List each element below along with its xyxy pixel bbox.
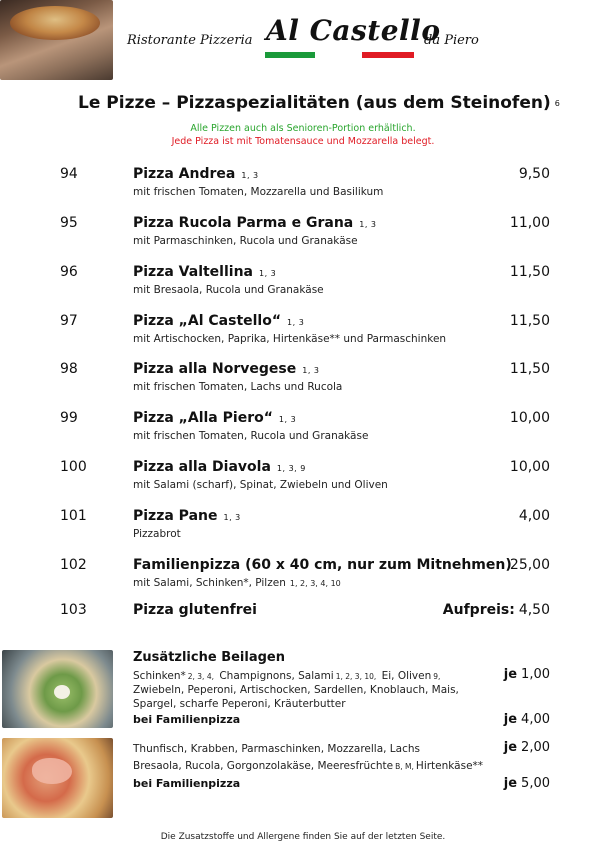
extras-title: Zusätzliche Beilagen	[133, 650, 285, 665]
extras-price-1	[504, 667, 550, 682]
item-name	[133, 215, 377, 231]
item-description-text: mit Artischocken, Paprika, Hirtenkäse** und Parmaschinken	[133, 333, 447, 345]
item-number: 99	[60, 410, 78, 426]
item-number: 97	[60, 313, 78, 329]
senior-portion-note: Alle Pizzen auch als Senioren-Portion erhältlich.	[190, 123, 416, 134]
extras-family-label-1: bei Familienpizza	[133, 713, 241, 726]
item-price-value: 25,00	[509, 557, 550, 573]
item-number: 98	[60, 361, 78, 377]
extra-ham: Schinken*	[133, 670, 186, 682]
item-description-text: mit frischen Tomaten, Mozzarella und Basilikum	[133, 186, 384, 198]
item-name	[133, 410, 296, 426]
extra-seafood-allergens: B, M,	[395, 762, 414, 771]
item-allergens: 1, 3	[278, 415, 297, 424]
item-description-text: Pizzabrot	[133, 528, 181, 540]
extras-price-2	[504, 740, 550, 755]
item-description	[133, 333, 446, 345]
menu-item	[0, 557, 606, 597]
item-allergens: 1, 3	[259, 269, 277, 278]
item-description	[133, 430, 368, 442]
item-name-text: Pizza Andrea	[133, 166, 236, 182]
item-price-value: 10,00	[509, 459, 550, 475]
item-name-text: Pizza Pane	[133, 508, 218, 524]
item-description-text: mit Salami, Schinken*, Pilzen	[133, 577, 286, 589]
item-description	[133, 235, 358, 247]
menu-item	[0, 361, 606, 401]
item-name	[133, 313, 304, 329]
menu-item	[0, 508, 606, 548]
extras-line-1	[133, 669, 442, 684]
item-price-value: 11,50	[509, 313, 550, 329]
item-number: 102	[60, 557, 87, 573]
extras-price-1-prefix: je	[503, 667, 518, 682]
extras-family-price-2-prefix: je	[503, 776, 518, 791]
item-description	[133, 577, 341, 589]
item-price-value: 11,00	[509, 215, 550, 231]
extra-olives-allergens: 9,	[433, 672, 441, 681]
menu-item	[0, 459, 606, 499]
item-number: 103	[60, 602, 87, 618]
item-price	[519, 166, 550, 182]
extra-mushrooms-salami: Champignons, Salami	[219, 670, 334, 682]
extra-egg-olives: Ei, Oliven	[381, 670, 432, 682]
topping-note: Jede Pizza ist mit Tomatensauce und Mozzarella belegt.	[171, 136, 435, 147]
item-price	[519, 508, 550, 524]
item-name	[133, 508, 241, 524]
item-description-text: mit frischen Tomaten, Lachs und Rucola	[133, 381, 343, 393]
extras-price-2-value: 2,00	[521, 740, 550, 755]
extras-family-price-1-value: 4,00	[521, 712, 550, 727]
item-allergens: 1, 3	[287, 318, 305, 327]
menu-item	[0, 215, 606, 255]
item-number: 94	[60, 166, 78, 182]
item-description	[133, 528, 181, 540]
extras-family-price-2-value: 5,00	[521, 776, 550, 791]
item-number: 100	[60, 459, 87, 475]
menu-item	[0, 410, 606, 450]
item-price	[510, 410, 550, 426]
pizza-photo-ham	[2, 738, 113, 818]
item-name	[133, 264, 276, 280]
item-price	[443, 602, 550, 618]
item-description	[133, 284, 324, 296]
extra-bresaola-seafood: Bresaola, Rucola, Gorgonzolakäse, Meeresfrüchte	[133, 760, 394, 772]
brand-prefix: Ristorante Pizzeria	[127, 33, 253, 48]
item-allergens: 1, 3, 9	[276, 464, 306, 473]
item-allergens: 1, 3	[359, 220, 377, 229]
item-name-text: Pizza Rucola Parma e Grana	[133, 215, 354, 231]
extras-price-1-value: 1,00	[521, 667, 550, 682]
item-description	[133, 186, 383, 198]
item-name-text: Familienpizza (60 x 40 cm, nur zum Mitnehmen)	[133, 557, 512, 573]
item-price-value: 11,50	[509, 361, 550, 377]
item-name-text: Pizza Valtellina	[133, 264, 253, 280]
item-name	[133, 361, 320, 377]
extras-price-2-prefix: je	[503, 740, 518, 755]
menu-item	[0, 602, 606, 642]
item-price	[510, 215, 550, 231]
restaurant-name: Al Castello	[266, 14, 441, 47]
item-price-value: 11,50	[509, 264, 550, 280]
item-price-value: 4,50	[518, 602, 550, 618]
item-description	[133, 479, 388, 491]
item-price-value: 9,50	[518, 166, 550, 182]
item-description-text: mit Bresaola, Rucola und Granakäse	[133, 284, 324, 296]
section-title-note: 6	[554, 98, 560, 108]
item-price-prefix: Aufpreis:	[442, 602, 515, 618]
item-allergens: 1, 3	[241, 171, 259, 180]
item-description-text: mit Salami (scharf), Spinat, Zwiebeln und Oliven	[133, 479, 388, 491]
extras-family-price-2	[504, 776, 550, 791]
extras-line-5	[133, 759, 483, 774]
pizza-photo-rucola	[2, 650, 113, 728]
item-name-text: Pizza glutenfrei	[133, 602, 257, 618]
item-description	[133, 381, 342, 393]
extra-ham-allergens: 2, 3, 4,	[187, 672, 214, 681]
item-name-text: Pizza „Al Castello“	[133, 313, 282, 329]
item-price-value: 4,00	[518, 508, 550, 524]
menu-item	[0, 313, 606, 353]
extras-family-label-2: bei Familienpizza	[133, 777, 241, 790]
item-name-text: Pizza „Alla Piero“	[133, 410, 273, 426]
item-number: 96	[60, 264, 78, 280]
extras-line-4: Thunfisch, Krabben, Parmaschinken, Mozzarella, Lachs	[133, 743, 420, 755]
item-name	[133, 602, 257, 618]
brand-suffix: da Piero	[424, 33, 479, 48]
section-title-text: Le Pizze – Pizzaspezialitäten (aus dem Steinofen)	[78, 93, 551, 113]
extras-line-3: Spargel, scharfe Peperoni, Kräuterbutter	[133, 698, 346, 710]
extras-line-2: Zwiebeln, Peperoni, Artischocken, Sardellen, Knoblauch, Mais,	[133, 684, 459, 696]
flag-red-bar	[362, 52, 414, 58]
menu-item	[0, 166, 606, 206]
extra-salami-allergens: 1, 2, 3, 10,	[335, 672, 377, 681]
menu-item	[0, 264, 606, 304]
extras-family-price-1	[504, 712, 550, 727]
item-number: 95	[60, 215, 78, 231]
item-price-value: 10,00	[509, 410, 550, 426]
item-price	[510, 361, 550, 377]
item-name-text: Pizza alla Norvegese	[133, 361, 297, 377]
item-description-text: mit Parmaschinken, Rucola und Granakäse	[133, 235, 358, 247]
item-description-text: mit frischen Tomaten, Rucola und Granakäse	[133, 430, 369, 442]
item-name	[133, 459, 306, 475]
item-allergens: 1, 3	[302, 366, 320, 375]
item-price	[510, 264, 550, 280]
item-number: 101	[60, 508, 87, 524]
item-price	[510, 313, 550, 329]
pizza-oven-photo	[0, 0, 113, 80]
item-description-allergens: 1, 2, 3, 4, 10	[289, 579, 341, 588]
section-title	[78, 93, 560, 113]
item-name	[133, 557, 512, 573]
allergen-footer-note: Die Zusatzstoffe und Allergene finden Sie auf der letzten Seite.	[160, 832, 446, 842]
item-price	[510, 459, 550, 475]
item-name-text: Pizza alla Diavola	[133, 459, 271, 475]
item-price	[510, 557, 550, 573]
flag-green-bar	[265, 52, 315, 58]
extra-shepherd-cheese: Hirtenkäse**	[415, 760, 484, 772]
item-name	[133, 166, 259, 182]
extras-family-price-1-prefix: je	[503, 712, 518, 727]
item-allergens: 1, 3	[223, 513, 241, 522]
